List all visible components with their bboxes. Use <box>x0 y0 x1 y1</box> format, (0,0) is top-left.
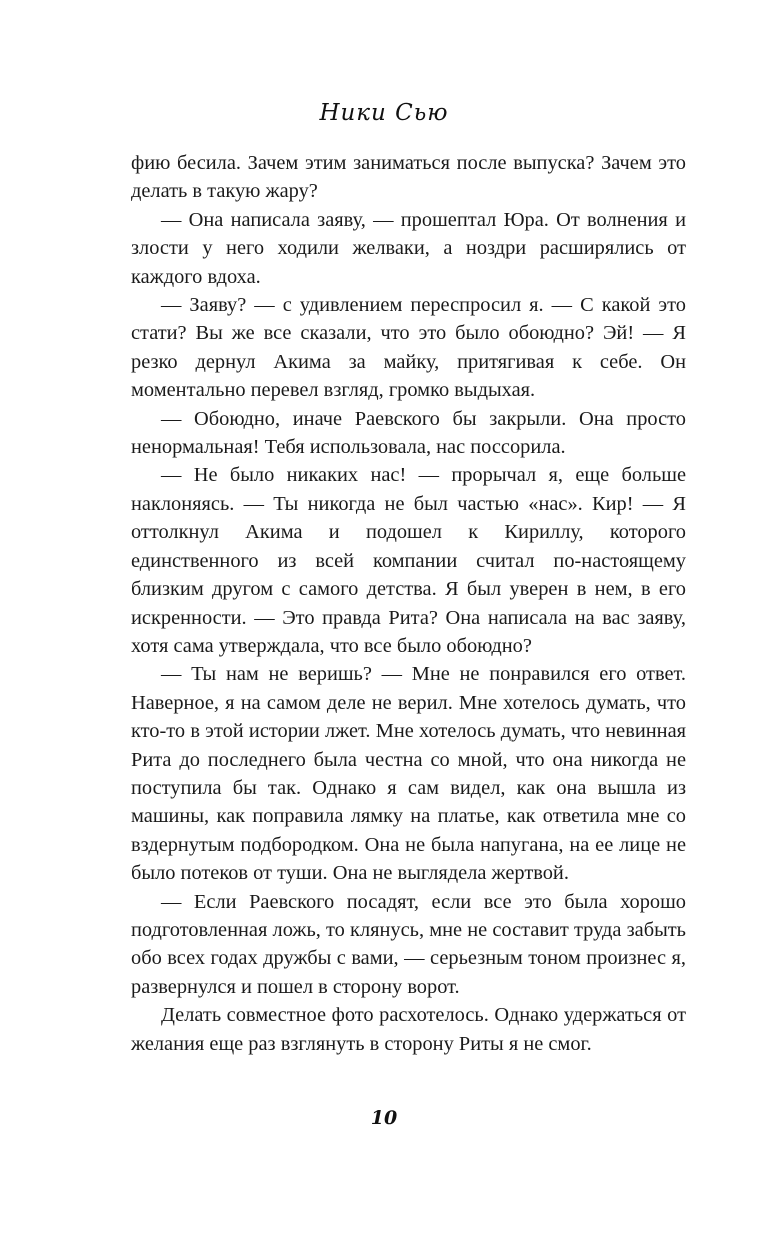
page-number: 10 <box>370 1107 398 1129</box>
paragraph: — Не было никаких нас! — прорычал я, еще больше наклоняясь. — Ты никогда не был частью «нас». Кир! — Я оттолкнул Акима и подошел к Кириллу, которого единственного из всей компании считал по-настоящему близким другом с самого детства. Я был уверен в нем, в его искренности. — Это правда Рита? Она написала на вас заяву, хотя сама утверждала, что все было обоюдно? <box>131 464 686 657</box>
paragraph: фию бесила. Зачем этим заниматься после выпуска? Зачем это делать в такую жару? <box>131 152 686 203</box>
paragraph: — Если Раевского посадят, если все это была хорошо подготовленная ложь, то клянусь, мне не составит труда забыть обо всех годах дружбы с вами, — серьезным тоном произнес я, развернулся и пошел в сторону ворот. <box>131 890 686 998</box>
paragraph: — Она написала заяву, — прошептал Юра. От волнения и злости у него ходили желваки, а ноздри расширялись от каждого вдоха. <box>131 208 686 288</box>
body-text <box>131 149 686 1058</box>
paragraph: — Заяву? — с удивлением переспросил я. — С какой это стати? Вы же все сказали, что это было обоюдно? Эй! — Я резко дернул Акима за майку, притягивая к себе. Он моментально перевел взгляд, громко выдыхая. <box>131 294 686 402</box>
paragraph: — Обоюдно, иначе Раевского бы закрыли. Она просто ненормальная! Тебя использовала, нас поссорила. <box>131 407 686 459</box>
paragraph: — Ты нам не веришь? — Мне не понравился его ответ. Наверное, я на самом деле не верил. Мне хотелось думать, что кто-то в этой истории лжет. Мне хотелось думать, что невинная Рита до последнего была честна со мной, что она никогда не поступила бы так. Однако я сам видел, как она вышла из машины, как поправила лямку на платье, как ответила мне со вздернутым подбородком. Она не была напугана, на ее лице не было потеков от туши. Она не выглядела жертвой. <box>131 663 686 885</box>
running-header-author: Ники Сью <box>319 100 449 126</box>
paragraph: Делать совместное фото расхотелось. Однако удержаться от желания еще раз взглянуть в сторону Риты я не смог. <box>131 1004 686 1055</box>
